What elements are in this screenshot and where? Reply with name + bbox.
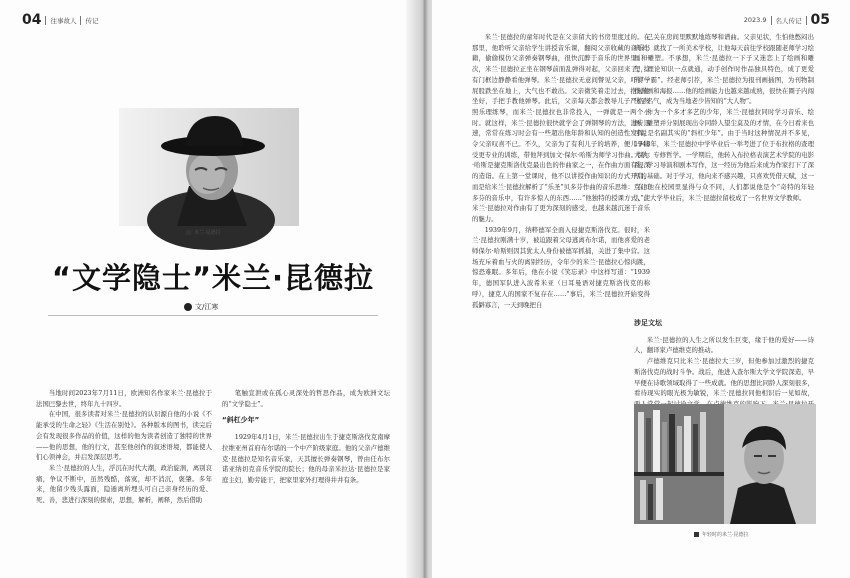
young-photo-caption (694, 531, 749, 538)
byline-dot-icon (184, 303, 192, 311)
section-name: 名人传记 (775, 16, 802, 25)
young-photo-caption-text: 年轻时的米兰·昆德拉 (702, 532, 749, 538)
paragraph: 1929年4月1日，米兰·昆德拉出生于捷克斯洛伐克南摩拉维亚州首府布尔诺的一个中产阶级家庭。他的父亲卢德维克·昆德拉是知名音乐家，天其擅长弹奏钢琴，曾由任布尔诺亚纳切克音乐学院的院长；他的母亲米拉达·昆德拉是家庭主妇，勤劳能干，把家里家外打理得井井有条。 (222, 433, 390, 484)
header-divider (806, 16, 807, 25)
paragraph: 在中国，很多读者对米兰·昆德拉的认识源自他的小说《不能承受的生命之轻》《生活在别处》。各种版本的图书，读完后会有发现很多作品的价值，这样的他为读者创造了独特的世界——他的思想，他的行文，甚至他创作的叙述语境，都能使人们心领神会，并启发深层思考。 (36, 410, 212, 462)
page-number: 05 (810, 12, 830, 28)
left-page (0, 0, 416, 578)
paragraph: 当地时间2023年7月11日，欧洲知名作家米兰·昆德拉于法国巴黎去世，终年九十四岁。 (36, 389, 212, 408)
section-sub: 传记 (85, 16, 99, 25)
paragraph: 米兰·昆德拉的人生之所以发生巨变，缘于他的爱好——诗人，翻译家卢德维克的推动。 (634, 335, 814, 355)
right-page-header (744, 12, 830, 28)
portrait-image (119, 108, 299, 226)
subheading: “斜杠少年” (222, 416, 260, 425)
young-photo-image (634, 404, 816, 524)
header-divider (45, 16, 46, 25)
right-page (432, 0, 850, 578)
young-photo (634, 404, 816, 524)
caption-marker-icon (694, 532, 699, 537)
paragraph: 卢德维克只比米兰·昆德拉大三岁，但他参加过激烈的捷克斯洛伐克的战时斗争。战后，他进入查尔斯大学文学院深造，早早便在诗歌领域取得了一些成就。他的思想比同龄人深刻很多，看待现实的眼光极为敏锐，米兰·昆德拉同他相识后一见如故， (634, 357, 814, 398)
article-title: “文学隐士”米兰·昆德拉 (51, 261, 375, 295)
subheading: 涉足文坛 (634, 319, 662, 327)
article-column-3 (472, 32, 650, 572)
article-column-5 (634, 312, 814, 402)
header-divider (80, 16, 81, 25)
left-page-header (22, 12, 98, 28)
article-column-2 (222, 388, 390, 486)
paragraph: 笔触宣泄或在孤心灵深处的哲思作品，成为欧洲文坛的“文学隐士”。 (222, 389, 390, 408)
paragraph: 己关在房间里默默地练琴和谱曲。父亲见状，生怕他憋闷出病来，就找了一所美术学校，让他每天前往学校跟随老师学习绘画和雕塑。不承想，米兰·昆德拉一下子又迷恋上了绘画和雕塑，理论知识一点就通，动手创作时作品独具特色，成了更爱的“学霸”。经老师引荐，米兰·昆德拉为报刊画插图，为刊物制作漫画和海报……他的绘画能力也越来越成熟，很快在圈子内闯出了名气，成为当地老少皆知的“大人物”。 (634, 33, 814, 106)
paragraph: 米兰·昆德拉的人生，浮沉在时代大潮，政治旋涡，离别哀痛，争议不断中，虽然残酷，落寞，却不消沉，褒肇。多年来，他留少残头露面，隐遁离所埋头可自己亲身经历的爱、死、善，悲进行深刻的探索，思想，解析，阐释，然后借助 (36, 463, 212, 505)
portrait-caption (186, 229, 221, 236)
issue-date: 2023.9 (743, 16, 767, 24)
title-rule (48, 315, 378, 316)
byline (184, 302, 218, 312)
portrait-photo (119, 108, 299, 226)
byline-text: 文/江寒 (195, 303, 219, 311)
paragraph: 作为一个多才多艺的少年，米兰·昆德拉同时学习音乐、绘画、雕塑并分别展现出令同龄人望尘莫及的才情，在今日看来也可说是名副其实的“斜杠少年”。由于当时这种情况并不多见，1948年，米兰·昆德拉中学毕业后一举考进了位于布拉格的查理大学，专修哲学。一学期后，他转入布拉格表演艺术学院的电影系，学习导演和剧本写作，这一经历为他后来成为作家打下了深厚的基础。对于学习，他向来不感兴趣，只喜欢凭借天赋，这一点让他在校园里显得与众不同，人们都说他是个“奇特的年轻人”。大学毕业后，米兰·昆德拉留校成了一名世界文学教师。 (634, 107, 814, 202)
article-column-4 (634, 32, 814, 310)
paragraph: 米兰·昆德拉的童年时代是在父亲留大的书房里度过的。在那里，他聆听父亲给学生讲授音乐课，翻阅父亲收藏的音乐书籍，偷偷模仿父亲弹奏钢琴曲，很快沉醉于音乐的世界里。一次，米兰·昆德拉正坐在钢琴前面乱弹得对起，父亲回来了，捻有门框边静静看他弹琴。米兰·昆德拉无意间瞥见父亲，吓得一屁股跌坐在地上，大气也不敢出。父亲微笑着走过去，抱起他坐好，手把手教他弹琴。此后，父亲每天都会教导儿子严格按照乐理练琴，而米兰·昆德拉也非常投入，一弹就是一两个小时。就这样，米兰·昆德拉很快就学会了弹钢琴的方法，进步迅速，常常在练习时会有一些超出他年龄和认知的创造性发挥，令父亲叹喜不已。不久，父亲为了有利儿子的培养，便儿子接受更专业的训练，带他拜到加文·保尔·哈斯为师学习作曲。保尔·哈斯是捷克斯洛伐克最出色的作曲家之一，在作曲方面有很深的造诣。在上第一堂课时，他不以讲授作曲知识的方式开启，而是给米兰·昆德拉解析了“乐圣”贝多芬作曲的音乐思维：“在贝多芬的音乐中，有许多惊人的东西……”他独特的授课方式，使米兰·昆德拉对作曲有了更为深刻的感受，也越来越沉迷于音乐的魅力。 (472, 33, 650, 223)
section-name: 往事故人 (50, 16, 77, 25)
paragraph: 1939年9月，纳粹德军全面入侵捷克斯洛伐克。很时，米兰·昆德拉刚满十岁，被迫跟着父母逃离布尔诺，而他喜爱的老师保尔·哈斯则因其犹太人身份被德军抓捕，关进了集中营。这场充斥着血与火的离别经历，令年少的米兰·昆德拉心惊肉跳，惊恐难眠。多年后，他在小说《笑忘录》中这样写道：“1939年，德国军队进入波希米亚（日耳曼语对捷克斯洛伐克的称呼），捷克人的国家不复存在……”事后，米兰·昆德拉开始变得孤僻寡言，一天到晚把自 (472, 225, 650, 309)
caption-marker-icon (186, 230, 191, 235)
header-divider (771, 16, 772, 25)
page-number: 04 (22, 12, 42, 28)
article-column-1 (36, 388, 212, 506)
portrait-caption-text: 米兰·昆德拉 (194, 230, 221, 236)
